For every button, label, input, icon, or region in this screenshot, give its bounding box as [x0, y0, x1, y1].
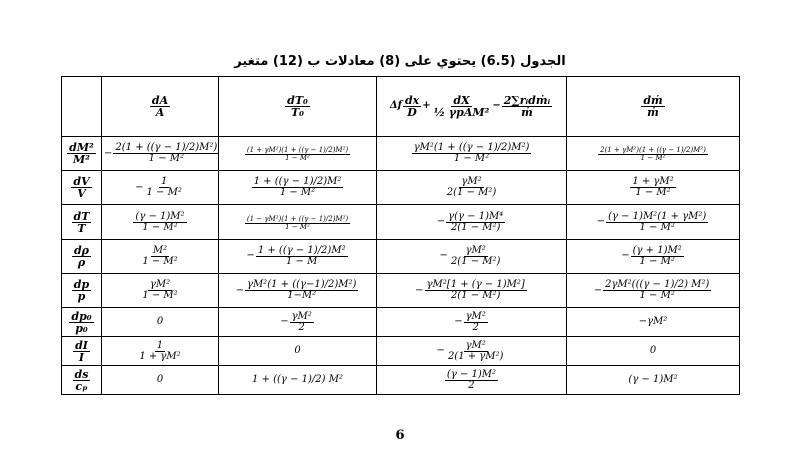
table-row [62, 205, 740, 239]
formula-cell: 0 [219, 337, 377, 366]
table-caption: الجدول (6.5) يحتوي على (8) معادلات ب (12) متغير [234, 54, 566, 69]
row-label: $\frac{dT}{T}$ [62, 205, 102, 239]
table-row [62, 273, 740, 307]
header-dT0-T0: $\frac{\text{dT₀}}{\text{T₀}}$ [219, 77, 377, 137]
formula-cell: 0 [102, 366, 219, 395]
formula-cell: −γM² [567, 308, 740, 337]
header-dA-A: $\frac{dA}{A}$ [102, 77, 219, 137]
formula-cell: $\frac{\text{γM²}}{\text{1 − M²}}$ [102, 273, 219, 307]
formula-cell: − $\frac{\text{γM²}}{2}$ [219, 308, 377, 337]
formula-cell: $\frac{\text{M²}}{\text{1 − M²}}$ [102, 239, 219, 273]
formula-cell: − $\frac{\text{γM²}}{2}$ [377, 308, 567, 337]
corner-cell [62, 77, 102, 137]
formula-cell: − $\frac{\text{(γ − 1)M²(1 + γM²)}}{\text{1 − M²}}$ [567, 205, 740, 239]
formula-cell: (γ − 1)M² [567, 366, 740, 395]
table-row [62, 136, 740, 170]
equations-table [61, 76, 740, 395]
header-dm-m: $\frac{\text{dṁ}}{\text{ṁ}}$ [567, 77, 740, 137]
table-row [62, 171, 740, 205]
formula-cell: − $\frac{\text{γ(γ − 1)M⁴}}{\text{2(1 − M²)}}$ [377, 205, 567, 239]
formula-cell: $\frac{1}{\text{1 + γM²}}$ [102, 337, 219, 366]
page-number: 6 [395, 428, 405, 443]
formula-cell: 1 + ((γ − 1)/2) M² [219, 366, 377, 395]
formula-cell: $\frac{\text{1 + γM²}}{\text{1 − M²}}$ [567, 171, 740, 205]
formula-cell: − $\frac{\text{1 + ((γ − 1)/2)M²}}{1 - M}$ [219, 239, 377, 273]
table-row [62, 366, 740, 395]
row-label: $\frac{\text{dp₀}}{\text{p₀}}$ [62, 308, 102, 337]
row-label: $\frac{dV}{V}$ [62, 171, 102, 205]
row-label: $\frac{\text{dM²}}{\text{M²}}$ [62, 136, 102, 170]
formula-cell: $\frac{\text{(1 − γM²)(1 + ((γ − 1)/2)M²)}}{\text{1 − M²}}$ [219, 205, 377, 239]
formula-cell: 0 [567, 337, 740, 366]
formula-cell: $\frac{\text{1 + ((γ − 1)/2)M²}}{\text{1 − M²}}$ [219, 171, 377, 205]
formula-cell: − $\frac{\text{γM²}}{\text{2(1 − M²)}}$ [377, 239, 567, 273]
row-label: $\frac{dI}{I}$ [62, 337, 102, 366]
formula-cell: − $\frac{\text{2γM²(((γ − 1)/2) M²)}}{\text{1 − M²}}$ [567, 273, 740, 307]
formula-cell: − $\frac{1}{\text{1 − M²}}$ [102, 171, 219, 205]
table-row [62, 308, 740, 337]
formula-cell: − $\frac{\text{γM²(1 + ((γ−1)/2)M²)}}{\text{1−M²}}$ [219, 273, 377, 307]
row-label: $\frac{d\rho}{\rho}$ [62, 239, 102, 273]
formula-cell: $\frac{\text{(γ − 1)M²}}{2}$ [377, 366, 567, 395]
table-row [62, 239, 740, 273]
header-row [62, 77, 740, 137]
row-label: $\frac{ds}{\text{cₚ}}$ [62, 366, 102, 395]
formula-cell: $\frac{\text{γM²}}{\text{2(1 − M²)}}$ [377, 171, 567, 205]
formula-cell: 0 [102, 308, 219, 337]
formula-cell: − $\frac{\text{2(1 + ((γ − 1)/2)M²)}}{\text{1 − M²}}$ [102, 136, 219, 170]
row-label: $\frac{dp}{p}$ [62, 273, 102, 307]
formula-cell: − $\frac{\text{γM²[1 + (γ − 1)M²]}}{\text{2(1 − M²)}}$ [377, 273, 567, 307]
formula-cell: $\frac{\text{γM²(1 + ((γ − 1)/2)M²)}}{\text{1 − M²}}$ [377, 136, 567, 170]
formula-cell: $\frac{\text{(γ − 1)M²}}{\text{1 − M²}}$ [102, 205, 219, 239]
formula-cell: $\frac{\text{2(1 + γM²)(1 + ((γ − 1)/2)M²)}}{\text{1 − M²}}$ [567, 136, 740, 170]
header-friction-drag-injection: Δf $\frac{dx}{D}$ + $\frac{dX}{\text{½ γpAM²}}$ − $\frac{\text{2∑rᵢdṁᵢ}}{\text{ṁ}}$ [377, 77, 567, 137]
formula-cell: − $\frac{\text{γM²}}{\text{2(1 + γM²)}}$ [377, 337, 567, 366]
formula-cell: $\frac{\text{(1 + γM²)(1 + ((γ − 1)/2)M²)}}{\text{1 − M²}}$ [219, 136, 377, 170]
table-row [62, 337, 740, 366]
formula-cell: − $\frac{\text{(γ + 1)M²}}{\text{1 − M²}}$ [567, 239, 740, 273]
